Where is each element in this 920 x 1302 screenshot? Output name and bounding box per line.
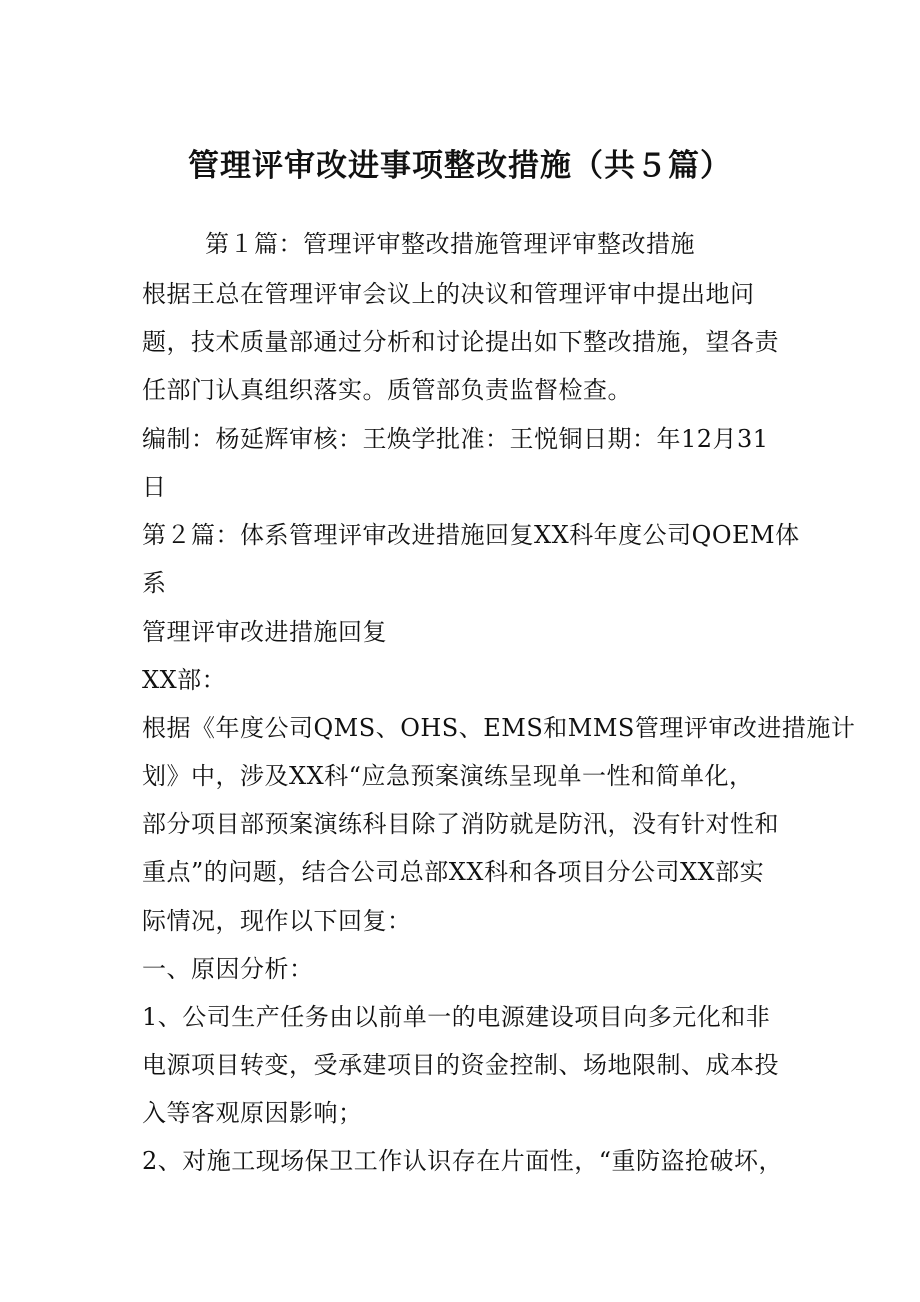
section-2-heading: 第２篇：体系管理评审改进措施回复XX科年度公司QOEM体 [142, 521, 800, 549]
list-item-continued: 电源项目转变，受承建项目的资金控制、场地限制、成本投 [142, 1051, 779, 1079]
section-1-heading: 第１篇：管理评审整改措施管理评审整改措施 [205, 230, 695, 258]
paragraph-line: 根据王总在管理评审会议上的决议和管理评审中提出地问 [142, 280, 755, 308]
paragraph-line: 任部门认真组织落实。质管部负责监督检查。 [142, 376, 632, 404]
signature-line: 编制：杨延辉审核：王焕学批准：王悦铜日期：年12月31 [142, 425, 769, 453]
section-2-heading-continued: 系 [142, 569, 167, 597]
document-title: 管理评审改进事项整改措施（共５篇） [188, 148, 732, 184]
signature-line: 日 [142, 473, 167, 501]
salutation: XX部： [142, 666, 227, 694]
paragraph-line: 题，技术质量部通过分析和讨论提出如下整改措施，望各责 [142, 328, 779, 356]
paragraph-line: 划》中，涉及XX科“应急预案演练呈现单一性和简单化， [142, 762, 754, 790]
list-item-continued: 入等客观原因影响； [142, 1099, 363, 1127]
paragraph-line: 部分项目部预案演练科目除了消防就是防汛，没有针对性和 [142, 810, 779, 838]
reply-title: 管理评审改进措施回复 [142, 618, 387, 646]
paragraph-line: 际情况，现作以下回复： [142, 907, 412, 935]
paragraph-line: 根据《年度公司QMS、OHS、EMS和MMS管理评审改进措施计 [142, 714, 856, 742]
list-item: 1、公司生产任务由以前单一的电源建设项目向多元化和非 [142, 1003, 771, 1031]
section-heading-cause-analysis: 一、原因分析： [142, 955, 314, 983]
list-item: 2、对施工现场保卫工作认识存在片面性，“重防盗抢破坏， [142, 1147, 784, 1175]
paragraph-line: 重点”的问题，结合公司总部XX科和各项目分公司XX部实 [142, 858, 765, 886]
